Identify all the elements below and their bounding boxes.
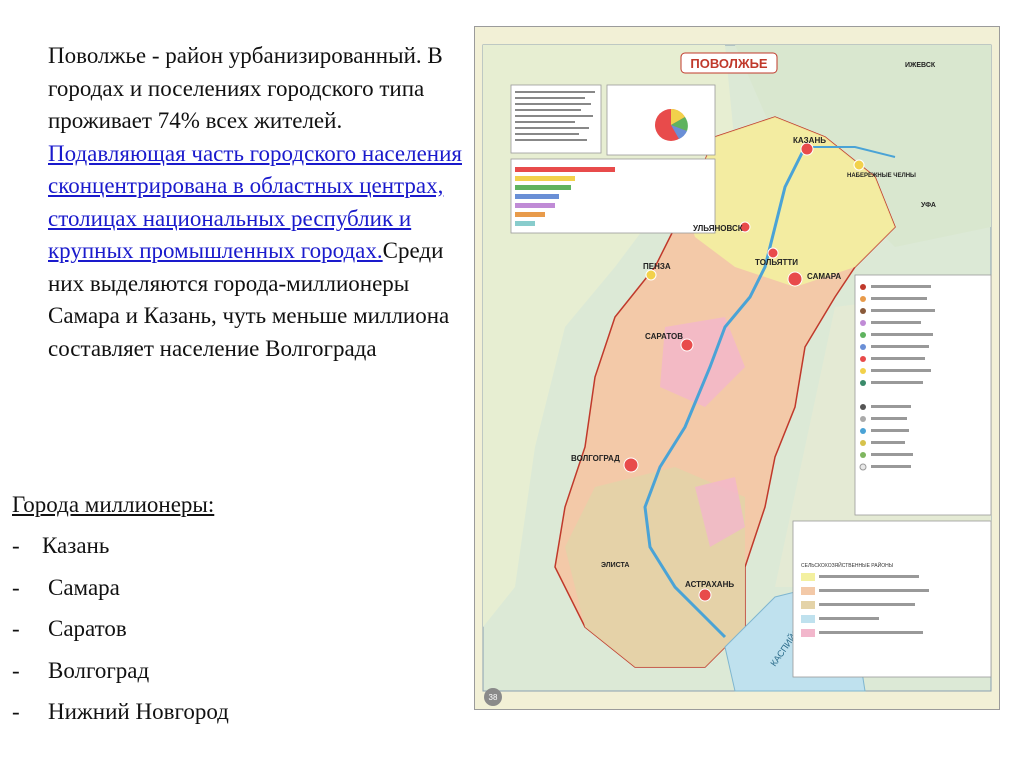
list-item-text: Волгоград — [48, 657, 150, 683]
city-volgograd: ВОЛГОГРАД — [571, 454, 620, 463]
tail-text: Среди них выделяются города-миллионеры Самара и Казань, чуть меньше миллиона составляет население Волгограда — [48, 238, 450, 361]
volga-map — [474, 26, 1000, 710]
intro-text: Поволжье - район урбанизированный. В городах и поселениях городского типа проживает 74% всех жителей. — [48, 43, 443, 133]
info-box — [511, 85, 601, 153]
list-item-text: Казань — [42, 533, 110, 558]
city-elista: ЭЛИСТА — [601, 562, 630, 569]
city-samara: САМАРА — [807, 272, 842, 281]
list-dash: - — [12, 616, 20, 641]
agri-legend-header: СЕЛЬСКОХОЗЯЙСТВЕННЫЕ РАЙОНЫ — [801, 563, 894, 569]
city-chelny: НАБЕРЕЖНЫЕ ЧЕЛНЫ — [847, 173, 916, 179]
highlight-link[interactable]: Подавляющая часть городского населения сконцентрирована в областных центрах, столицах национальных республик и крупных промышленных городах. — [48, 140, 462, 263]
list-item-text: Саратов — [48, 616, 127, 641]
city-astrakhan: АСТРАХАНЬ — [685, 580, 735, 589]
volga-map-image — [475, 27, 999, 709]
city-ufa: УФА — [921, 202, 936, 209]
city-togliatti: ТОЛЬЯТТИ — [755, 258, 799, 267]
sea-label: КАСПИЙСКОЕ — [768, 611, 812, 669]
map-title: ПОВОЛЖЬЕ — [690, 56, 768, 71]
list-dash: - — [12, 657, 20, 683]
agri-legend — [793, 521, 991, 677]
city-ulyanovsk: УЛЬЯНОВСК — [693, 224, 743, 233]
city-izhevsk: ИЖЕВСК — [905, 62, 936, 69]
list-dash: - — [12, 574, 20, 600]
list-dash: - — [12, 533, 20, 558]
list-item-text: Нижний Новгород — [48, 699, 229, 724]
list-item-text: Самара — [48, 574, 120, 600]
list-dash: - — [12, 699, 20, 724]
city-saratov: САРАТОВ — [645, 332, 684, 341]
page-number: 38 — [488, 693, 498, 702]
list-title: Города миллионеры: — [12, 492, 215, 517]
description-paragraph — [48, 40, 468, 365]
city-kazan: КАЗАНЬ — [793, 136, 826, 145]
city-penza: ПЕНЗА — [643, 262, 671, 271]
